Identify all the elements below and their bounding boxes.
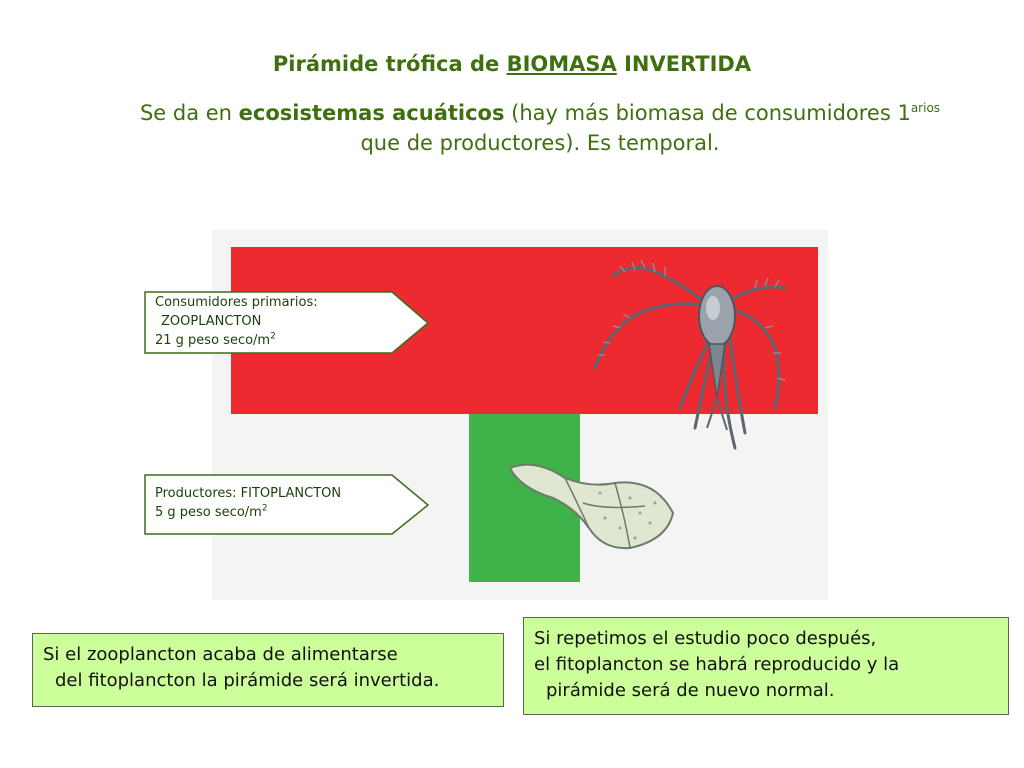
producers-label-text: [155, 484, 341, 522]
slide-title: [0, 52, 1024, 76]
consumers-label: [144, 291, 430, 355]
producers-line-1: Productores: FITOPLANCTON: [155, 486, 342, 501]
consumers-biomass-unit-exponent: 2: [270, 331, 276, 342]
note-right-line-1: Si repetimos el estudio poco después,: [534, 628, 877, 649]
consumers-label-text: [155, 293, 318, 350]
note-left-line-2: del fitoplancton la pirámide será invertida.: [55, 670, 440, 691]
slide-subtitle: [80, 98, 1000, 158]
subtitle-superscript: arios: [910, 101, 941, 115]
note-right-line-3: pirámide será de nuevo normal.: [546, 680, 835, 701]
note-inverted-pyramid: [32, 633, 504, 707]
subtitle-line-2: que de productores). Es temporal.: [360, 131, 720, 155]
subtitle-part-2: (hay más biomasa de consumidores 1: [504, 101, 911, 125]
consumers-line-1: Consumidores primarios:: [155, 295, 318, 310]
producers-biomass: 5 g peso seco/m: [155, 505, 262, 520]
title-prefix: Pirámide trófica de: [272, 52, 507, 76]
producers-label: [144, 474, 430, 536]
zooplankton-copepod-illustration: [585, 258, 805, 458]
note-normal-pyramid: [523, 617, 1009, 715]
subtitle-bold: ecosistemas acuáticos: [238, 101, 505, 125]
consumers-line-3: [155, 331, 318, 350]
title-suffix: INVERTIDA: [616, 52, 752, 76]
producers-biomass-unit-exponent: 2: [261, 503, 268, 514]
note-right-line-2: el fitoplancton se habrá reproducido y la: [534, 654, 900, 675]
producers-line-2: [155, 503, 341, 522]
phytoplankton-dinoflagellate-illustration: [505, 458, 680, 558]
consumers-biomass: 21 g peso seco/m: [155, 333, 271, 348]
title-underlined-word: BIOMASA: [506, 52, 617, 76]
subtitle-line-1: [80, 98, 1000, 128]
consumers-line-2: ZOOPLANCTON: [161, 314, 262, 329]
note-left-line-1: Si el zooplancton acaba de alimentarse: [43, 644, 398, 665]
subtitle-part-1: Se da en: [139, 101, 239, 125]
